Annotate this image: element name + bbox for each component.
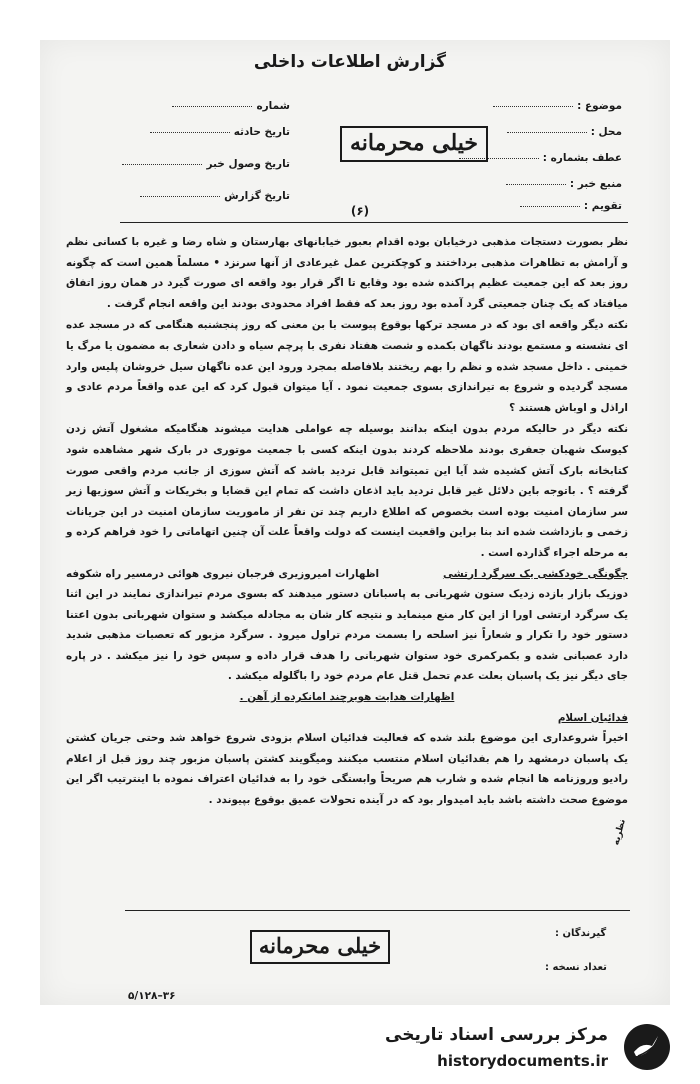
book-quill-icon (622, 1022, 672, 1072)
document-title: گزارش اطلاعات داخلی (253, 52, 447, 72)
recipients-label: گیرندگان : (555, 928, 607, 939)
subject-field: موضوع : (493, 100, 622, 112)
news-received-date-field: تاریخ وصول خبر (122, 158, 290, 170)
report-date-field: تاریخ گزارش (140, 190, 290, 202)
archive-name: مرکز بررسی اسناد تاریخی (385, 1025, 608, 1045)
paragraph-2: نکته دیگر واقعه ای بود که در مسجد ترکها بوقوع پیوست با بن معنی که روز پنجشنبه هنگامی که در مسجد عده ای نشسته و مستمع بودند ناگهان بکمده و شصت هفتاد نفری با پرچم سیاه و دادن شعاری به مضمون یا مرگ یا خمینی . داخل مسجد شده و نظم را بهم ریختند بلافاصله بمجرد ورود این عده ناگهان سیل خروشان پلیس وارد مسجد گردیده و شروع به تیراندازی بسوی جمعیت نمود . آیا میتوان قبول کرد که این عده واقعاً مردم عادی و اراذل و اوباش هستند ؟ (66, 319, 628, 414)
document-code: ۵/۱۲۸–۳۶ (128, 990, 176, 1002)
incident-date-field: تاریخ حادثه (150, 126, 290, 138)
page-number: (۶) (350, 204, 370, 218)
classification-stamp-top: خیلی محرمانه (340, 126, 488, 162)
source-field: منبع خبر : (506, 178, 622, 190)
header-divider (120, 222, 628, 223)
section-heading-left: اظهارات امیروزیری فرجبان نیروی هوائی درمسیر راه شکوفه (66, 567, 380, 580)
location-field: محل : (507, 126, 622, 138)
classification-stamp-bottom: خیلی محرمانه (250, 930, 390, 964)
report-body (66, 232, 628, 811)
reference-field: عطف بشماره : (459, 152, 622, 164)
subheading-right: فدائیان اسلام (557, 711, 628, 724)
copies-label: تعداد نسخه : (545, 962, 607, 973)
calendar-field: تقویم : (520, 200, 622, 212)
paragraph-3: نکته دیگر در حالیکه مردم بدون اینکه بدانند بوسیله چه عواملی هدایت میشوند هنگامیکه مشغول آتش زدن کیوسک شهبان جعفری بودند ملاحظه کردند بدون اینکه کسی با جمعیت موتوری در بارک شهر مشاهده شود کتابخانه بارک آتش کشیده شد آیا این تمیتواند قابل تردید باشد که آتش سوزی از جانب مردم واقعی صورت گرفته ؟ . باتوجه باین دلائل غیر قابل تردید باید اذعان داشت که تمام این قضایا و بخریکات و آتش سوزیها زیر سر سازمان امنیت بوده است بخصوص که اطلاع داریم چند تن نفر از ماموریت سازمان امنیت در این جریانات زخمی و بازداشت شده اند بنا براین واقعیت اینست که دولت واقعاً علت آن چنین اتهاماتی را خود فراهم کرده و به مرحله اجراء گذارده است . (66, 423, 628, 559)
number-field: شماره (172, 100, 290, 112)
section-heading-line (66, 564, 628, 585)
paragraph-1: نظر بصورت دستجات مذهبی درخیابان بوده اقدام بعبور خیابانهای بهارستان و شاه رضا و غیره با کسانی نظم و آرامش به تظاهرات مذهبی برداختند و کوچکترین عمل غیرعادی از آنها سرنزد • مسلماً همین است که چگونه روز بعد که این جمعیت عظیم پراکنده شده بود وقایع تا اگر قرار بود واقعه ای صورت گیرد در همان روز اتفاق میافتاد که یک چنان جمعیتی گرد آمده بود روز بعد که فقط افراد محدودی بودند این واقعه انجام گرفت . (66, 236, 628, 310)
paragraph-4: دوزیک بازار بازده زدیک ستون شهربانی به پاسبانان دستور میدهند که بسوی مردم تیراندازی نمایند در این اثنا یک سرگرد ارتشی اورا از این کار منع مینماید و نتیجه کار شان به مجادله میکشد و ستوان شهربانی بدون اعتنا دستور خود را تکرار و شعاراً نیز اسلحه را بسمت مردم تراول میرود . سرگرد مزبور که تعصبات مذهبی شدید دارد عصبانی شده و بکمرکمری خود ستوان شهربانی را هدف قرار داده و سپس خود را نیز میکشد . در پاره جای دیگر نیز یک پاسبان بعلت عدم تحمل قتل عام مردم خود را باگلوله میکشد . (66, 588, 628, 683)
side-label: نظریه (611, 818, 628, 847)
subheading-center: اظهارات هدایت هویرچند امانکرده از آهن . (239, 691, 455, 704)
paragraph-5: اخیراً شروعداری این موضوع بلند شده که فعالیت فدائیان اسلام بزودی شروع خواهد شد وحتی جریان کشتن یک پاسبان درمشهد را هم بفدائیان اسلام منتسب میکنند ومیگویند کشتن پاسبان مزبور چند روز قبل از اعلام رادیو وروزنامه ها انجام شده و شارب هم صریحاً وابستگی خود را به فدائیان اعتراف نموده با اینترتیب اگر این موضوع صحت داشته باشد باید امیدوار بود که در آینده تحولات عمیق بوقوع بپیوندد . (66, 732, 628, 807)
footer-divider (125, 910, 630, 911)
section-heading-right: چگونگی خودکشی یک سرگرد ارتشی (442, 567, 628, 580)
archive-url: historydocuments.ir (437, 1052, 608, 1070)
